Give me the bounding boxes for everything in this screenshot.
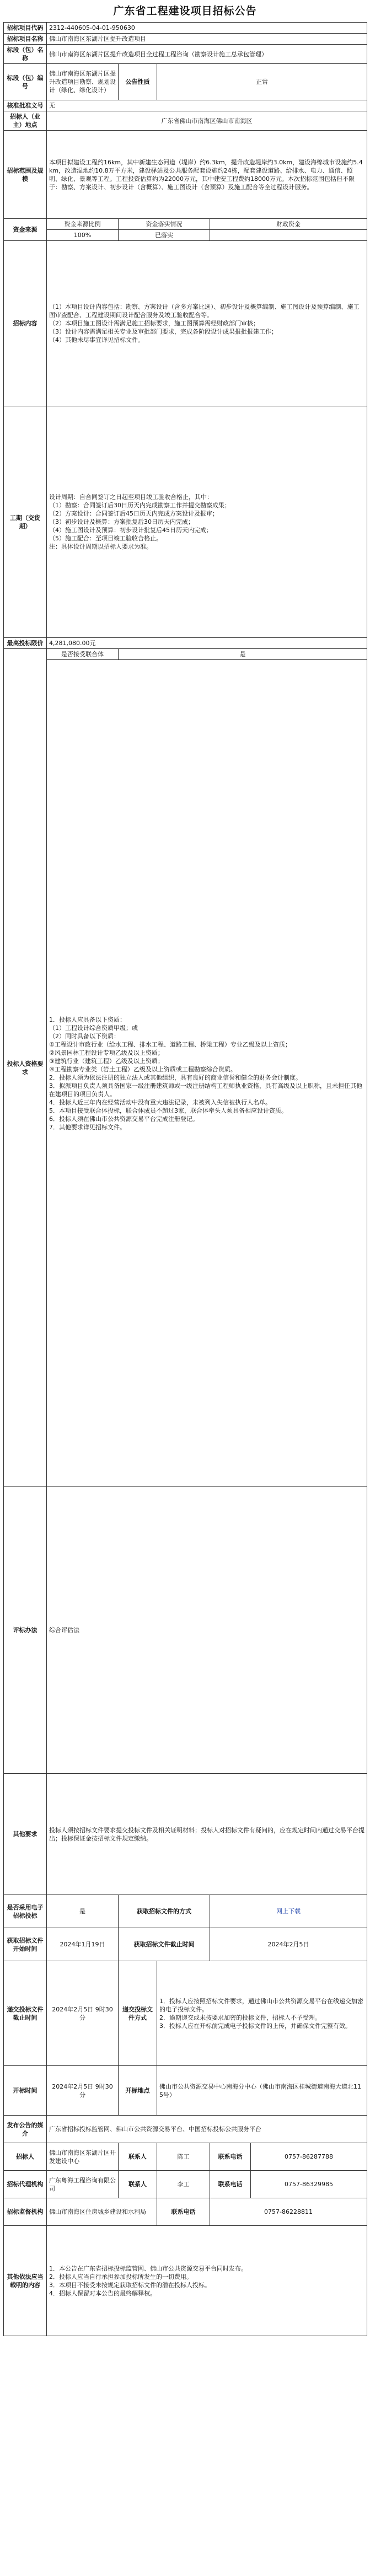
- value-person-2: 0757-86228811: [210, 2198, 367, 2226]
- value-open-time: 2024年2月5日 9时30分: [47, 2066, 119, 2116]
- label-publish: 发布公告的媒介: [4, 2116, 47, 2143]
- label-other-req: 其他要求: [4, 1774, 47, 1895]
- value-max-price: 4,281,080.00元: [47, 638, 367, 649]
- label-joint: 是否接受联合体: [47, 649, 119, 660]
- row-tenderee: [4, 111, 367, 131]
- row-project-name: [4, 34, 367, 45]
- label-section-code: 标段（包）编号: [4, 64, 47, 100]
- label-project-code: 招标项目代码: [4, 23, 47, 34]
- label-tender-scope: 招标范围及规模: [4, 131, 47, 219]
- label-phone-1: 联系电话: [210, 2171, 251, 2198]
- value-funding-ratio: 100%: [47, 230, 119, 241]
- label-phone-0: 联系电话: [210, 2143, 251, 2171]
- value-joint: 是: [119, 649, 367, 660]
- row-contact-agent: [4, 2171, 367, 2198]
- value-other-req: 投标人须按招标文件要求提交投标文件及相关证明材料；投标人对招标文件有疑问的，应在规定时间内通过交易平台提出；投标保证金按招标文件规定缴纳。: [47, 1774, 367, 1895]
- value-bid-deadline: 2024年2月5日 9时30分: [47, 1961, 119, 2066]
- row-funding-values: [4, 230, 367, 241]
- label-person-2: 联系电话: [157, 2198, 210, 2226]
- value-phone-0: 0757-86287788: [251, 2143, 367, 2171]
- value-tenderee: 广东省佛山市南海区佛山市南海区: [47, 111, 367, 131]
- row-section-name: [4, 45, 367, 64]
- label-funding-implemented: 资金落实情况: [119, 219, 210, 230]
- value-eval-method: 综合评估法: [47, 1487, 367, 1774]
- value-contact-2: 佛山市南海区住房城乡建设和水利局: [47, 2198, 157, 2226]
- value-tender-scope: 本项目拟建设工程约16km，其中新建生态河道（堤岸）约6.3km，提升改造堤岸约3.0km，建设海绵城市设施约5.4km，改造湿地约10.8万平方米，建设驿站及公共服务配套设施约24栋，配套建设道路、给排水、电力、通信、照明、绿化、景观等工程。工程投资估算约为22000万元，其中建安工程费约18000万元。本次招标范围包括但不限于：勘察、方案设计、初步设计（含概算）、施工图设计（含预算）及施工配合等全过程设计服务。: [47, 131, 367, 219]
- value-public-type: 正常: [157, 64, 367, 100]
- label-doc-end: 获取招标文件截止时间: [119, 1928, 210, 1961]
- label-other-notes: 其他依法应当载明的内容: [4, 2226, 47, 2336]
- row-duration: [4, 406, 367, 638]
- value-doc-start: 2024年1月19日: [47, 1928, 119, 1961]
- value-project-name: 佛山市南海区东湖片区提升改造项目: [47, 34, 367, 45]
- label-section-name: 标段（包）名称: [4, 45, 47, 64]
- value-person-1: 李工: [157, 2171, 210, 2198]
- value-contact-1: 广东粤海工程咨询有限公司: [47, 2171, 119, 2198]
- label-person-0: 联系人: [119, 2143, 157, 2171]
- value-bid-way: 1．投标人应按照招标文件要求，通过佛山市公共资源交易平台在线递交加密的电子投标文件。 2．逾期递交或未按要求加密的投标文件，招标人不予受理。 3．投标人应在开标前完成电子投标文件的上传，并确保文件完整有效。: [157, 1961, 367, 2066]
- row-e-tender: [4, 1895, 367, 1928]
- row-contact-tenderee: [4, 2143, 367, 2171]
- row-section-code: [4, 64, 367, 100]
- label-doc-start: 获取招标文件开始时间: [4, 1928, 47, 1961]
- label-contact-0: 招标人: [4, 2143, 47, 2171]
- row-approval: [4, 100, 367, 111]
- label-bid-deadline: 递交投标文件截止时间: [4, 1961, 47, 2066]
- value-e-tender: 是: [47, 1895, 119, 1928]
- label-project-name: 招标项目名称: [4, 34, 47, 45]
- label-approval: 核准批准文号: [4, 100, 47, 111]
- label-tenderee: 招标人（业主）地点: [4, 111, 47, 131]
- tender-table: [3, 22, 367, 2336]
- value-project-code: 2312-440605-04-01-950630: [47, 23, 367, 34]
- value-section-name: 佛山市南海区东湖片区提升改造项目全过程工程咨询（勘察设计施工总承包管理）: [47, 45, 367, 64]
- row-other-req: [4, 1774, 367, 1895]
- value-duration: 设计周期：自合同签订之日起至项目竣工验收合格止，其中： （1）勘察：合同签订后30日历天内完成勘察工作并提交勘察成果； （2）方案设计：合同签订后45日历天内完成方案设计及报审； （3）初步设计及概算：方案批复后30日历天内完成； （4）施工图设计及预算：初步设计批复后45日历天内完成； （5）施工配合：至项目竣工验收合格止。 注：具体设计周期以招标人要求为准。: [47, 406, 367, 638]
- value-open-place: 佛山市公共资源交易中心南海分中心（佛山市南海区桂城街道南海大道北115号）: [157, 2066, 367, 2116]
- label-bid-way: 递交投标文件方式: [119, 1961, 157, 2066]
- label-max-price: 最高投标限价: [4, 638, 47, 649]
- label-open-place: 开标地点: [119, 2066, 157, 2116]
- value-qualification: 1．投标人应具备以下资质： （1）工程设计综合资质甲级；或 （2）同时具备以下资质： ①工程设计市政行业（给水工程、排水工程、道路工程、桥梁工程）专业乙级及以上资质； ②风景园林工程设计专项乙级及以上资质； ③建筑行业（建筑工程）乙级及以上资质； ④工程勘察专业类（岩土工程）乙级及以上资质或工程勘察综合资质。 2．投标人须为依法注册的独立法人或其他组织，具有良好的商业信誉和健全的财务会计制度。 3．拟派项目负责人须具备国家一级注册建筑师或一级注册结构工程师执业资格，具有高级及以上职称，且未担任其他在建项目的项目负责人。 4．投标人近三年内在经营活动中没有重大违法记录，未被列入失信被执行人名单。 5．本项目接受联合体投标，联合体成员不超过3家，联合体牵头人须具备相应设计资质。 6．投标人须在佛山市公共资源交易平台完成注册登记。 7．其他要求详见招标文件。: [47, 660, 367, 1487]
- label-tender-content: 招标内容: [4, 241, 47, 406]
- value-tender-content: （1）本项目设计内容包括：勘察、方案设计（含多方案比选）、初步设计及概算编制、施工图设计及预算编制、施工图审查配合、工程建设期间设计配合服务及竣工验收配合等。 （2）本项目施工图设计需满足施工招标要求，施工图预算需经财政部门审核； （3）设计内容需满足相关专业及审批部门要求，完成各阶段设计成果报批报建工作； （4）其他未尽事宜详见招标文件。: [47, 241, 367, 406]
- page-title: 广东省工程建设项目招标公告: [113, 5, 257, 17]
- value-publish: 广东省招标投标监管网、佛山市公共资源交易平台、中国招标投标公共服务平台: [47, 2116, 367, 2143]
- row-publish: [4, 2116, 367, 2143]
- value-phone-1: 0757-86329985: [251, 2171, 367, 2198]
- label-duration: 工期（交货期）: [4, 406, 47, 638]
- row-project-code: [4, 23, 367, 34]
- row-qualification: [4, 660, 367, 1487]
- label-contact-1: 招标代理机构: [4, 2171, 47, 2198]
- value-person-0: 陈工: [157, 2143, 210, 2171]
- row-contact-supervisor: [4, 2198, 367, 2226]
- label-public-type: 公告性质: [119, 64, 157, 100]
- row-tender-content: [4, 241, 367, 406]
- value-contact-0: 佛山市南海区东湖片区开发建设中心: [47, 2143, 119, 2171]
- value-funding-implemented: 已落实: [119, 230, 210, 241]
- label-contact-2: 招标监督机构: [4, 2198, 47, 2226]
- value-doc-end: 2024年2月5日: [210, 1928, 367, 1961]
- value-other-notes: 1．本公告在广东省招标投标监管网、佛山市公共资源交易平台同时发布。 2．投标人应当自行承担参加投标所发生的一切费用。 3．本项目不接受未按规定获取招标文件的潜在投标人投标。 4．招标人保留对本公告的最终解释权。: [47, 2226, 367, 2336]
- row-other-notes: [4, 2226, 367, 2336]
- row-eval-method: [4, 1487, 367, 1774]
- label-qualification: 投标人资格要求: [4, 649, 47, 1487]
- row-funding-head: [4, 219, 367, 230]
- row-bid-deadline: [4, 1961, 367, 2066]
- label-e-tender: 是否采用电子招标投标: [4, 1895, 47, 1928]
- value-doc-way[interactable]: 网上下载: [210, 1895, 367, 1928]
- label-open-time: 开标时间: [4, 2066, 47, 2116]
- label-funding: 资金来源: [4, 219, 47, 241]
- row-open-time: [4, 2066, 367, 2116]
- value-funding-source: 财政资金: [210, 219, 367, 230]
- row-tender-scope: [4, 131, 367, 219]
- label-eval-method: 评标办法: [4, 1487, 47, 1774]
- label-funding-ratio: 资金来源比例: [47, 219, 119, 230]
- label-person-1: 联系人: [119, 2171, 157, 2198]
- value-approval: 无: [47, 100, 367, 111]
- row-max-price: [4, 638, 367, 649]
- label-doc-way: 获取招标文件的方式: [119, 1895, 210, 1928]
- value-section-code: 佛山市南海区东湖片区提升改造项目勘察、规划设计（绿化、绿化设计）: [47, 64, 119, 100]
- row-doc-time: [4, 1928, 367, 1961]
- row-joint: [4, 649, 367, 660]
